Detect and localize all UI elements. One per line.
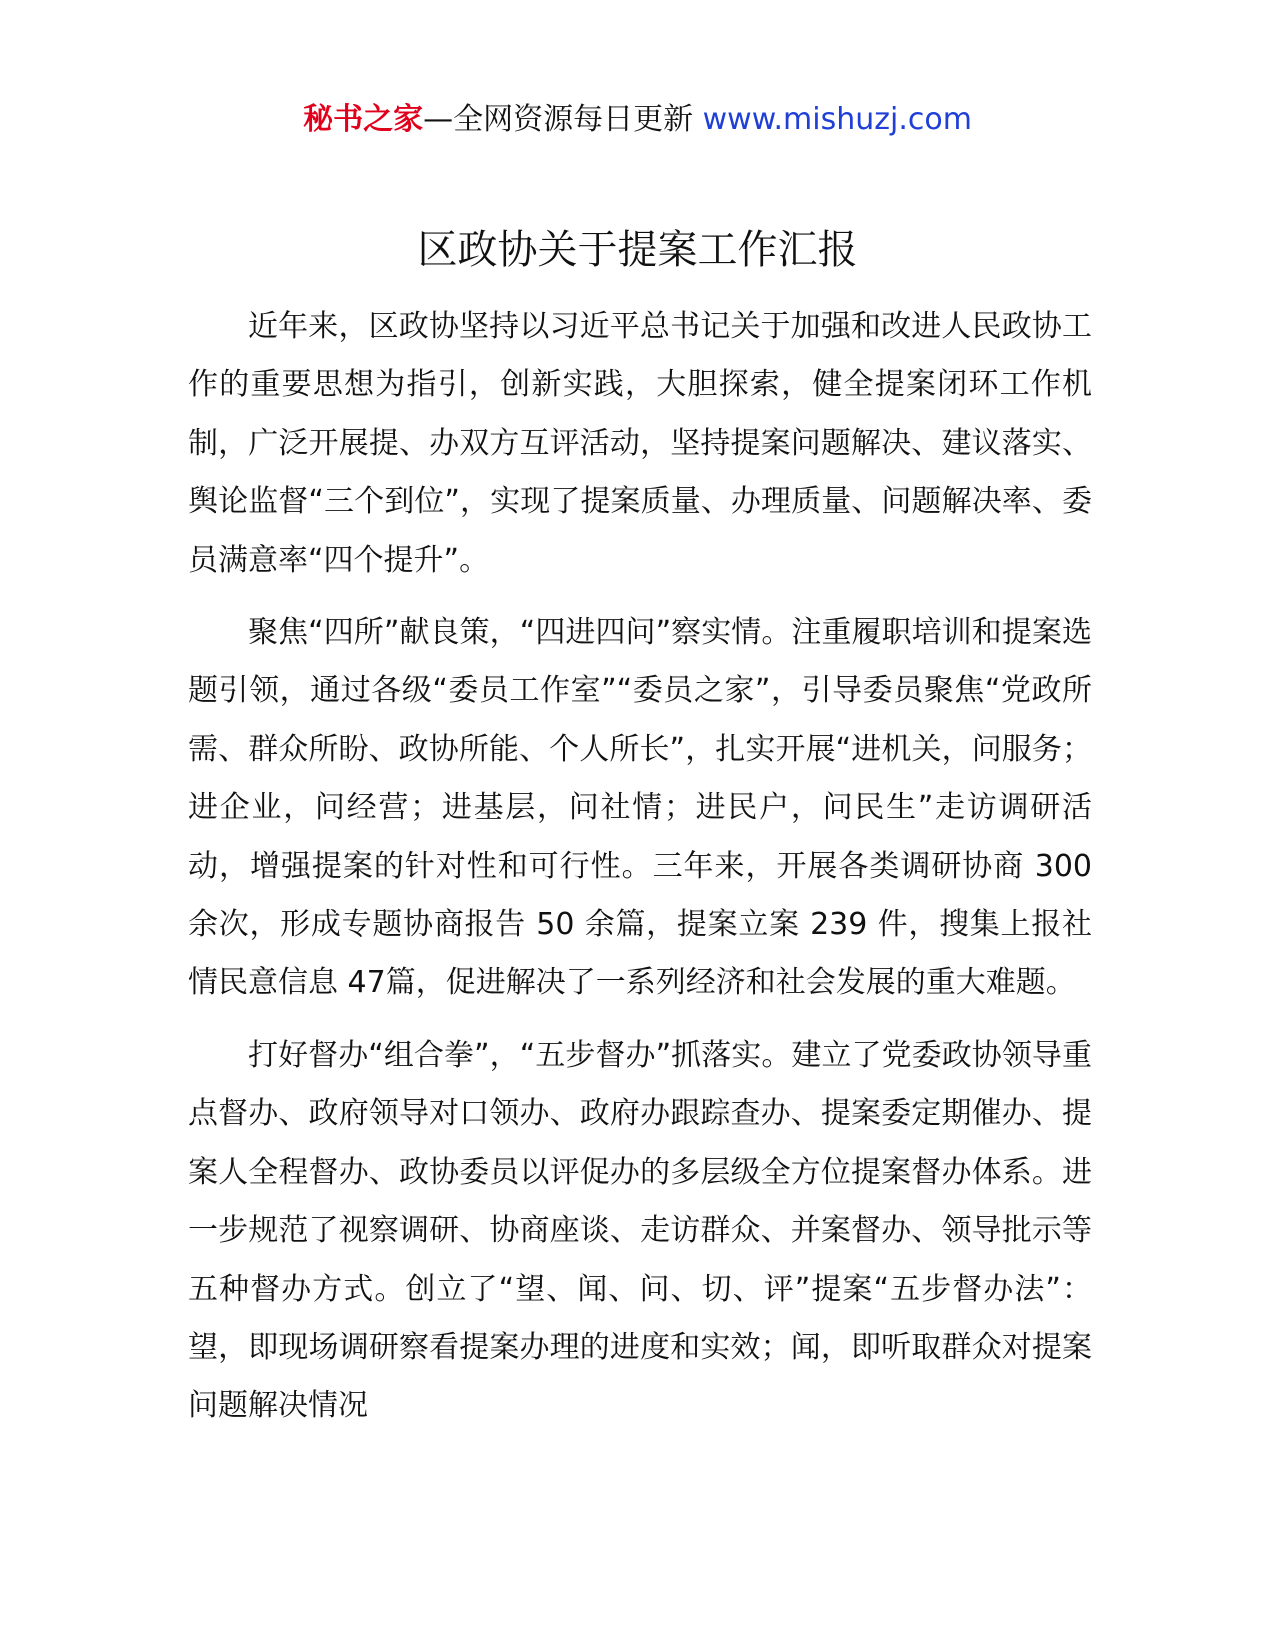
site-brand: 秘书之家 <box>303 102 424 137</box>
document-body <box>188 298 1092 1450</box>
paragraph-intro: 近年来，区政协坚持以习近平总书记关于加强和改进人民政协工作的重要思想为指引，创新实践，大胆探索，健全提案闭环工作机制，广泛开展提、办双方互评活动，坚持提案问题解决、建议落实、舆论监督“三个到位”，实现了提案质量、办理质量、问题解决率、委员满意率“四个提升”。 <box>188 309 1092 578</box>
site-url-link[interactable]: www.mishuzj.com <box>702 102 972 137</box>
paragraph-research: 聚焦“四所”献良策，“四进四问”察实情。注重履职培训和提案选题引领，通过各级“委员工作室”“委员之家”，引导委员聚焦“党政所需、群众所盼、政协所能、个人所长”，扎实开展“进机关，问服务；进企业，问经营；进基层，问社情；进民户，问民生”走访调研活动，增强提案的针对性和可行性。三年来，开展各类调研协商 300 余次，形成专题协商报告 50 余篇，提案立案 239 件，搜集上报社情民意信息 47篇，促进解决了一系列经济和社会发展的重大难题。 <box>188 615 1092 1001</box>
paragraph-supervision: 打好督办“组合拳”，“五步督办”抓落实。建立了党委政协领导重点督办、政府领导对口领办、政府办跟踪查办、提案委定期催办、提案人全程督办、政协委员以评促办的多层级全方位提案督办体系。进一步规范了视察调研、协商座谈、走访群众、并案督办、领导批示等五种督办方式。创立了“望、闻、问、切、评”提案“五步督办法”：望，即现场调研察看提案办理的进度和实效；闻，即听取群众对提案问题解决情况 <box>188 1037 1092 1424</box>
document-title: 区政协关于提案工作汇报 <box>417 227 858 273</box>
site-header <box>0 100 1275 140</box>
site-slogan: —全网资源每日更新 <box>423 102 703 137</box>
